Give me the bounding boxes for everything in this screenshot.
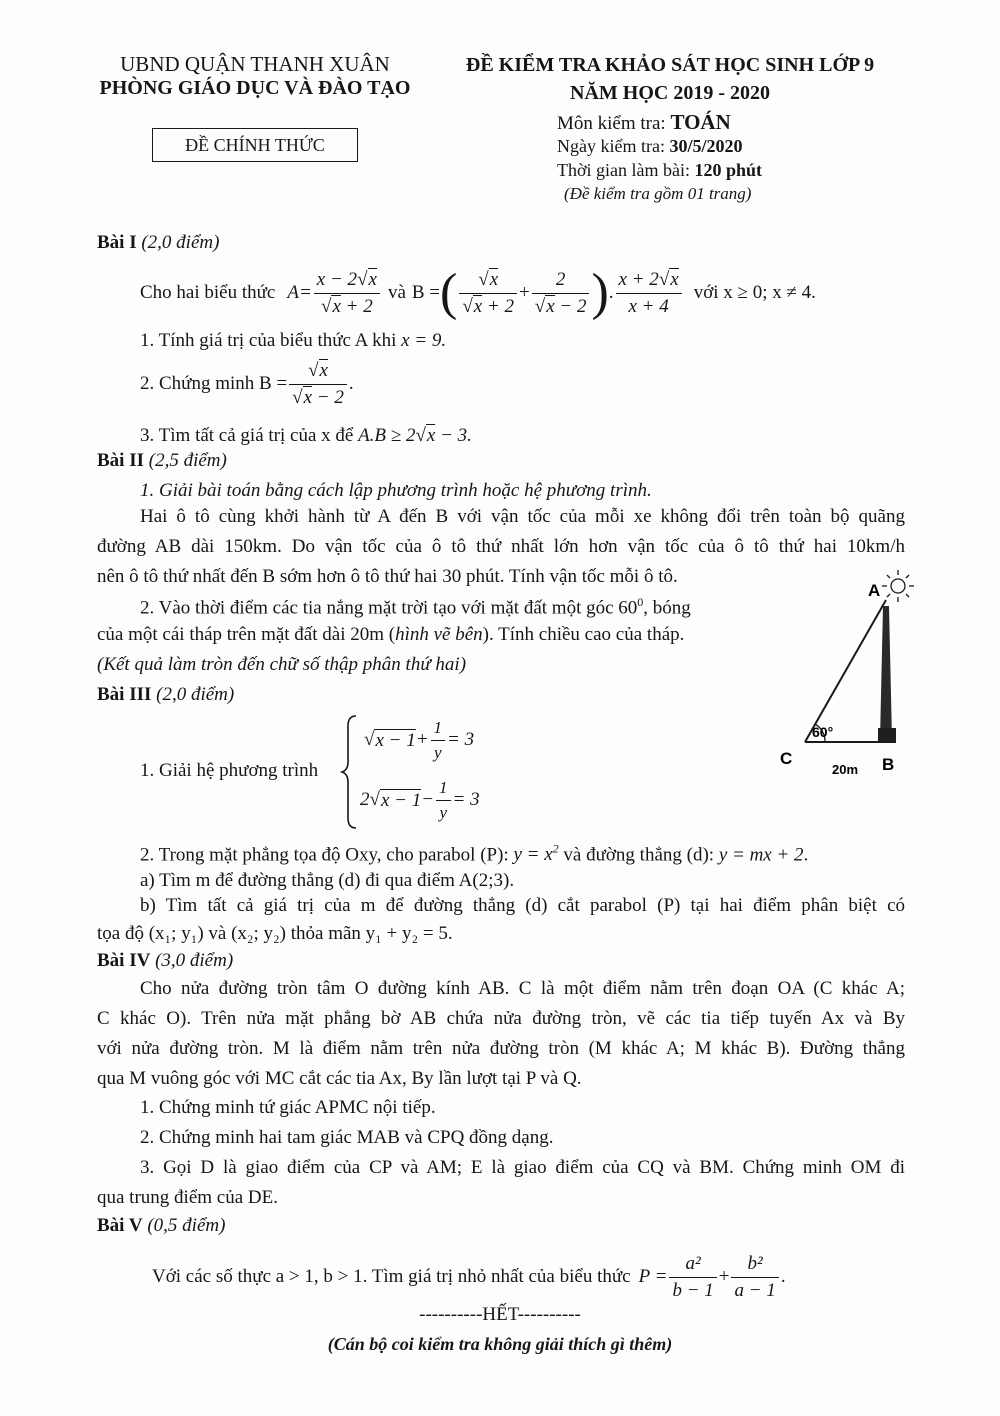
system-brace: [340, 712, 360, 837]
bai1-q2-text: 2. Chứng minh B =: [140, 373, 288, 394]
system-eq1: √ x − 1 + $\frac{1}{y}$ = 3: [364, 718, 475, 762]
expr-b-f2-den-root: x: [546, 295, 555, 317]
footer-note: (Cán bộ coi kiểm tra không giải thích gì thêm): [327, 1334, 673, 1354]
eq2-num: 1: [436, 778, 451, 801]
bai4-points: (3,0 điểm): [155, 950, 234, 971]
bai1-q2-end: .: [348, 373, 354, 394]
bai2-p1-heading: 1. Giải bài toán bằng cách lập phương trình hoặc hệ phương trình.: [140, 480, 652, 501]
eq2-root: x − 1: [380, 789, 422, 811]
expr-b-label: B =: [411, 282, 441, 303]
domain-condition: với x ≥ 0; x ≠ 4.: [693, 282, 816, 303]
bai2-p1-line1: Hai ô tô cùng khởi hành từ A đến B với vận tốc của mỗi xe không đổi trên toàn bộ quãng: [140, 506, 905, 527]
label-b: B: [882, 755, 895, 774]
label-length: 20m: [832, 762, 859, 777]
p-frac1-den: b − 1: [672, 1279, 714, 1301]
bai4-line2: C khác O). Trên nửa mặt phẳng bờ AB chứa nửa đường tròn, vẽ các tia tiếp tuyến Ax và By: [97, 1008, 905, 1029]
right-paren: ): [591, 264, 609, 321]
bai2-p2-note: (Kết quả làm tròn đến chữ số thập phân thứ hai): [97, 654, 467, 675]
bai4-q3-line2: qua trung điểm của DE.: [97, 1187, 278, 1208]
plus-sign: +: [519, 282, 530, 303]
exam-title: ĐỀ KIỂM TRA KHẢO SÁT HỌC SINH LỚP 9: [465, 54, 875, 76]
line-eq: y = mx + 2: [718, 844, 804, 866]
bai5-points: (0,5 điểm): [147, 1215, 226, 1236]
bai2-points: (2,5 điểm): [148, 450, 227, 471]
bai2-p1-line2: đường AB dài 150km. Do vận tốc của ô tô thứ nhất lớn hơn vận tốc của ô tô thứ hai 10km/h: [97, 536, 905, 557]
p-label: P =: [638, 1266, 668, 1287]
bai1-points: (2,0 điểm): [141, 232, 220, 253]
bai5-text: Với các số thực a > 1, b > 1. Tìm giá trị nhỏ nhất của biểu thức: [152, 1266, 631, 1287]
bai5-title: Bài V: [97, 1215, 143, 1236]
bai1-title: Bài I: [97, 232, 137, 253]
p-frac1: [669, 1253, 716, 1302]
bai1-q3-math-end: − 3.: [435, 425, 472, 446]
p-end: .: [780, 1266, 786, 1287]
expr-b-frac1: $\frac{√x}{√x + 2}$: [459, 269, 517, 318]
bai2-p1-line3: nên ô tô thứ nhất đến B sớm hơn ô tô thứ hai 30 phút. Tính vận tốc mỗi ô tô.: [97, 566, 678, 587]
bai4-title: Bài IV: [97, 950, 151, 971]
bai1-q3-root: x: [426, 425, 436, 446]
expr-b-f3-num-root: x: [670, 268, 679, 290]
bai3-heading: [97, 684, 234, 706]
expr-a-fraction: $\frac{x - 2√x}{√x + 2}$: [314, 269, 380, 318]
expr-a-label: A=: [287, 282, 312, 303]
bai1-q3: 3. Tìm tất cả giá trị của x để A.B ≥ 2√x − 3.: [140, 425, 472, 446]
tower-diagram: [770, 560, 930, 790]
end-marker: ----------HẾT----------: [419, 1304, 581, 1325]
bai4-heading: [97, 950, 233, 972]
bai1-q3-math: A.B ≥ 2: [358, 425, 416, 446]
bai4-line4: qua M vuông góc với MC cắt các tia Ax, By lần lượt tại P và Q.: [97, 1068, 582, 1089]
official-stamp: [152, 128, 358, 162]
bai3-qb-line1: b) Tìm tất cả giá trị của m để đường thẳng (d) cắt parabol (P) tại hai điểm phân biệt có: [140, 895, 905, 916]
tower-shape: [880, 606, 892, 740]
bai4-q2: 2. Chứng minh hai tam giác MAB và CPQ đồng dạng.: [140, 1127, 554, 1148]
time-row: [557, 160, 762, 181]
tower-figure: [770, 560, 930, 790]
bai1-q1-math: x = 9.: [401, 330, 447, 351]
expr-a-den: + 2: [340, 295, 373, 317]
bai2-p2-line2-a: của một cái tháp trên mặt đất dài 20m (: [97, 624, 396, 645]
date-value: 30/5/2020: [669, 136, 743, 156]
page-count-note: (Đề kiểm tra gồm 01 trang): [564, 184, 752, 203]
bai3-q1-text: 1. Giải hệ phương trình: [140, 760, 319, 781]
bai4-q1: 1. Chứng minh tứ giác APMC nội tiếp.: [140, 1097, 436, 1118]
bai1-intro: Cho hai biểu thức: [140, 282, 276, 303]
bai3-qa: a) Tìm m để đường thẳng (d) đi qua điểm A(2;3).: [140, 870, 515, 891]
bai2-p2-text: 2. Vào thời điểm các tia nắng mặt trời tạo với mặt đất một góc 60: [140, 597, 638, 619]
bai3-points: (2,0 điểm): [156, 684, 235, 705]
expr-b-frac3: $\frac{x + 2√x}{x + 4}$: [616, 269, 682, 318]
eq2-coef: 2: [360, 789, 370, 811]
p-plus: +: [718, 1266, 730, 1287]
bai2-p2-line1: [140, 595, 691, 619]
bai2-heading: [97, 450, 227, 472]
bai1-q2-num: x: [319, 359, 328, 381]
bai2-p2-line2: [97, 624, 684, 646]
subject-row: [557, 110, 731, 135]
expr-b-f2-num: 2: [532, 269, 590, 294]
bai4-q3-line1: 3. Gọi D là giao điểm của CP và AM; E là giao điểm của CQ và BM. Chứng minh OM đi: [140, 1157, 905, 1178]
expr-b-f3-den: x + 4: [628, 295, 669, 317]
bai2-p2-text-end: , bóng: [643, 597, 691, 619]
school-year: NĂM HỌC 2019 - 2020: [570, 82, 770, 104]
bai5-heading: [97, 1215, 225, 1237]
bai3-q2: [140, 842, 808, 866]
eq1-rhs: = 3: [447, 729, 475, 751]
bai1-q2-den: − 2: [312, 386, 344, 408]
bai1-q2: [140, 356, 354, 412]
bai4-line3: với nửa đường tròn. M là điểm nằm trên nửa đường tròn (M khác A; M khác B). Đường thẳng: [97, 1038, 905, 1059]
bai3-qb-line2: tọa độ (x₁; y₁) và (x₂; y₂) thỏa mãn y₁ + y₂ = 5.: [97, 923, 453, 944]
expr-b-f2-den: − 2: [554, 295, 587, 317]
degree-sup: 0: [637, 595, 644, 609]
bai1-q2-fraction: $\frac{√x}{√x - 2}$: [289, 360, 347, 409]
bai4-line1: Cho nửa đường tròn tâm O đường kính AB. C là một điểm nằm trên đoạn OA (C khác A;: [140, 978, 905, 999]
expr-b-f1-num: x: [489, 268, 499, 290]
bai3-title: Bài III: [97, 684, 152, 705]
time-value: 120 phút: [694, 160, 763, 180]
bai2-p2-line2-b: ). Tính chiều cao của tháp.: [482, 624, 685, 645]
bai1-q1: [140, 330, 446, 352]
parabol-eq: y = x: [513, 844, 553, 866]
subject-value: TOÁN: [670, 110, 731, 134]
date-row: [557, 136, 742, 157]
label-a: A: [868, 581, 881, 600]
bai3-q2-text: 2. Trong mặt phẳng tọa độ Oxy, cho parabol (P):: [140, 844, 509, 866]
p-frac2-num: b²: [731, 1253, 778, 1278]
bai1-expressions: [140, 258, 816, 328]
eq2-fraction: [436, 778, 451, 822]
eq2-den: y: [439, 802, 448, 822]
eq1-den: y: [434, 742, 442, 762]
bai1-q2-den-root: x: [303, 386, 313, 408]
bai1-q1-text: 1. Tính giá trị của biểu thức A khi: [140, 330, 397, 351]
bai3-q1: [140, 760, 318, 782]
eq1-num: 1: [431, 718, 446, 741]
eq2-rhs: = 3: [452, 789, 480, 811]
p-frac1-num: a²: [669, 1253, 716, 1278]
official-stamp-label: ĐỀ CHÍNH THỨC: [185, 135, 325, 155]
parabol-sup: 2: [552, 842, 559, 856]
eq2-minus: −: [421, 789, 435, 811]
expr-b-f1-den: + 2: [482, 295, 515, 317]
expr-a-num: x − 2: [316, 268, 358, 290]
system-eq2: 2 √ x − 1 − $\frac{1}{y}$ = 3: [360, 778, 480, 822]
bai3-q2-end: .: [803, 844, 809, 866]
p-frac2-den: a − 1: [734, 1279, 776, 1301]
bai1-q3-text: 3. Tìm tất cả giá trị của x để: [140, 425, 354, 446]
sun-ray: [805, 600, 886, 742]
eq1-root: x − 1: [375, 729, 416, 751]
expr-b-f1-den-root: x: [473, 295, 483, 317]
eq1-plus: +: [415, 729, 429, 751]
p-frac2: [731, 1253, 778, 1302]
expr-b-frac2: $\frac{2}{√x - 2}$: [532, 269, 590, 318]
dot-sign: .: [608, 282, 614, 303]
eq1-fraction: [431, 718, 446, 762]
bai2-p2-line2-it: hình vẽ bên: [395, 624, 483, 645]
bai1-heading: [97, 232, 219, 254]
header-left: [95, 52, 415, 100]
department-name: PHÒNG GIÁO DỤC VÀ ĐÀO TẠO: [99, 77, 411, 99]
expr-b-f3-num: x + 2: [618, 268, 659, 290]
bai2-title: Bài II: [97, 450, 144, 471]
tower-base: [878, 728, 896, 742]
bai3-q2-text2: và đường thẳng (d):: [563, 844, 715, 866]
left-paren: (: [440, 264, 458, 321]
time-label: Thời gian làm bài:: [557, 160, 690, 180]
and-word: và: [387, 282, 406, 303]
label-c: C: [780, 749, 793, 768]
date-label: Ngày kiểm tra:: [557, 136, 665, 156]
bai5-problem: [152, 1246, 786, 1308]
subject-label: Môn kiểm tra:: [557, 113, 666, 134]
sun-icon: [882, 570, 914, 602]
district-name: UBND QUẬN THANH XUÂN: [120, 52, 390, 76]
expr-a-num-root: x: [368, 268, 377, 290]
label-angle: 60°: [812, 724, 834, 740]
expr-a-den-root: x: [332, 295, 341, 317]
